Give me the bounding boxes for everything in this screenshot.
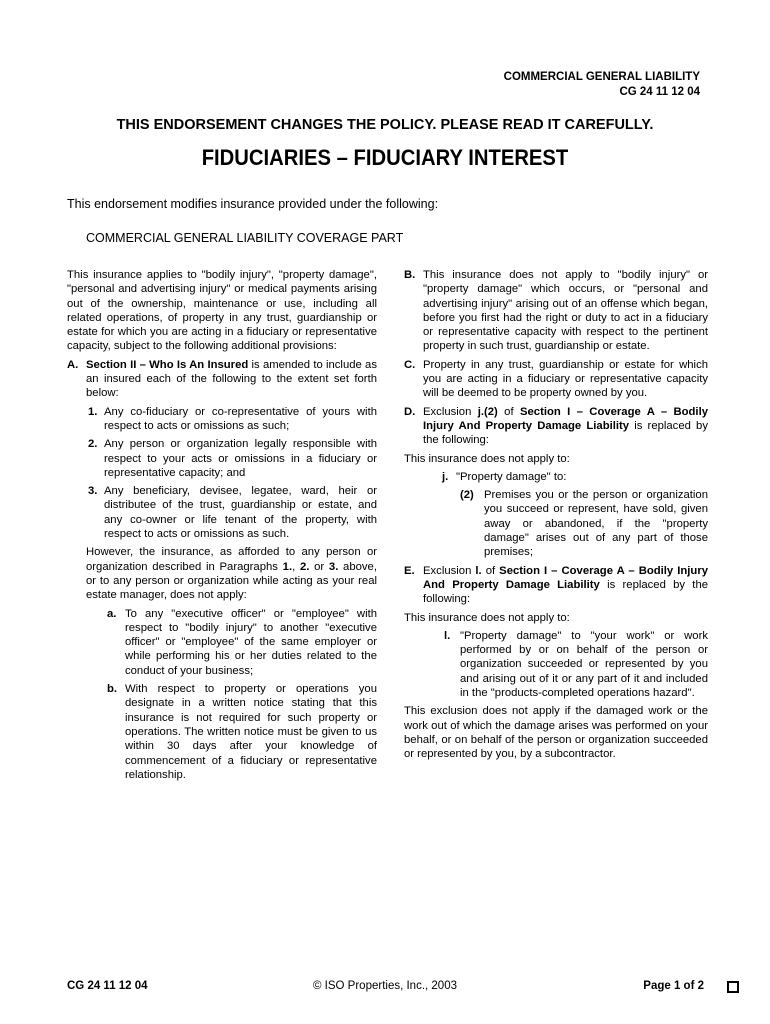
section-e-text: of xyxy=(481,564,500,577)
section-b-text: This insurance does not apply to "bodily injury" or "property damage" which occurs, or "personal and advertising injury" arising out of an offense which began, before you first had the right or duty to act in a fiduciary or representative capacity with respect to the pertinent property in such trust, guardianship or estate. xyxy=(423,269,708,353)
list-item-text: Any person or organization legally responsible with respect to your acts or omissions in a fiduciary or representative capacity; and xyxy=(104,438,377,479)
section-c xyxy=(404,358,708,401)
form-number: CG 24 11 12 04 xyxy=(619,86,700,98)
list-item-text: Any co-fiduciary or co-representative of yours with respect to acts or omissions as such; xyxy=(104,405,377,432)
exclusion-j-2-label: (2) xyxy=(460,489,474,502)
section-e-text: is replaced by the following: xyxy=(423,578,709,606)
opening-paragraph: This insurance applies to "bodily injury", "property damage", "personal and advertising injury" or medical payments arising out of the ownership, maintenance or use, including all related operations, of property in any trust, guardianship or estate for which you are acting in a fiduciary or representative capacity, subject to the following additional provisions: xyxy=(67,269,377,353)
section-e-heading: Section I – Coverage A – Bodily Injury And Property Damage Liability xyxy=(423,564,708,591)
page-title: FIDUCIARIES – FIDUCIARY INTEREST xyxy=(201,145,569,170)
section-d-lead: This insurance does not apply to: xyxy=(404,452,570,465)
separator: or xyxy=(309,560,329,573)
however-text: above, or to any person or organization while acting as your real estate manager, does not apply: xyxy=(86,560,377,602)
footer-page-number: Page 1 of 2 xyxy=(643,980,704,992)
list-item-text: Any beneficiary, devisee, legatee, ward, heir or distributee of the trust, guardianship or estate, and any co-owner or life tenant of the property, with respect to acts or omissions as such. xyxy=(104,485,377,541)
footer-form-number: CG 24 11 12 04 xyxy=(67,980,148,992)
sub-list-item xyxy=(105,682,377,782)
exclusion-j-label: j. xyxy=(442,470,449,483)
sub-list-item-label: a. xyxy=(107,607,117,620)
section-d-text: is replaced by the following: xyxy=(423,419,708,447)
coverage-part: COMMERCIAL GENERAL LIABILITY COVERAGE PART xyxy=(86,231,404,245)
exclusion-j-2 xyxy=(460,488,708,559)
form-line: COMMERCIAL GENERAL LIABILITY xyxy=(503,71,700,83)
section-e-lead: This insurance does not apply to: xyxy=(404,611,570,624)
list-item-label: 3. xyxy=(88,485,98,498)
endorsement-banner: THIS ENDORSEMENT CHANGES THE POLICY. PLEASE READ IT CAREFULLY. xyxy=(116,117,654,133)
exclusion-j-2-text: Premises you or the person or organization you succeed or represent, have sold, given away or abandoned, if the "property damage" arises out of any part of those premises; xyxy=(484,489,708,559)
section-a-text: is amended to include as an insured each of the following to the extent set forth below: xyxy=(86,358,377,400)
section-c-text: Property in any trust, guardianship or estate for which you are acting in a fiduciary or representative capacity will be deemed to be property owned by you. xyxy=(423,358,708,400)
form-header xyxy=(504,70,700,100)
left-column xyxy=(67,268,377,786)
section-d-text: Exclusion xyxy=(423,405,478,418)
sub-list-item-text: To any "executive officer" or "employee" with respect to "bodily injury" to another "executive officer" or "employee" of the same employer or while performing his or her duties related to the conduct of your business; xyxy=(125,607,377,677)
list-item-label: 1. xyxy=(88,405,98,418)
section-c-label: C. xyxy=(404,358,416,371)
section-d xyxy=(404,405,708,448)
square-icon xyxy=(727,981,739,993)
exclusion-note: This exclusion does not apply if the damaged work or the work out of which the damage arises was performed on your behalf, or on behalf of the person or organization succeeded or represented by you, by a subcontractor. xyxy=(404,705,708,761)
however-text: However, the insurance, as afforded to any person or organization described in Paragraphs xyxy=(86,546,377,573)
section-a-heading: Section II – Who Is An Insured xyxy=(86,358,249,371)
section-a-label: A. xyxy=(67,358,79,371)
exclusion-ref: l. xyxy=(475,564,482,577)
right-column xyxy=(404,268,708,766)
sub-list-item xyxy=(105,607,377,678)
however-paragraph xyxy=(86,545,377,602)
paragraph-ref: 3. xyxy=(328,560,339,573)
exclusion-l xyxy=(442,629,708,700)
sub-list-item-text: With respect to property or operations you designate in a written notice stating that this insurance is not required for such property or operations. The written notice must be given to us within 30 days after your knowledge of commencement of a fiduciary or representative relationship. xyxy=(125,683,377,781)
paragraph-ref: 2. xyxy=(299,560,310,573)
footer-copyright: © ISO Properties, Inc., 2003 xyxy=(313,980,457,992)
section-e-text: Exclusion xyxy=(423,564,476,577)
paragraph-ref: 1. xyxy=(282,560,293,573)
section-d-text: of xyxy=(497,405,520,418)
exclusion-ref: j.(2) xyxy=(477,405,498,418)
list-item-label: 2. xyxy=(88,438,98,451)
list-item xyxy=(86,437,377,480)
list-item xyxy=(86,405,377,434)
section-e-label: E. xyxy=(404,564,415,577)
section-a xyxy=(67,358,377,401)
exclusion-j-text: "Property damage" to: xyxy=(456,470,567,483)
section-d-label: D. xyxy=(404,405,416,418)
section-b-label: B. xyxy=(404,269,416,281)
sub-list-item-label: b. xyxy=(107,683,118,696)
list-item xyxy=(86,484,377,541)
section-d-heading: Section I – Coverage A – Bodily Injury And Property Damage Liability xyxy=(423,405,708,432)
exclusion-l-label: l. xyxy=(444,629,451,642)
section-b xyxy=(404,268,708,354)
section-e xyxy=(404,564,708,607)
intro-text: This endorsement modifies insurance provided under the following: xyxy=(67,197,439,211)
separator: , xyxy=(292,560,300,573)
exclusion-l-text: "Property damage" to "your work" or work performed by or on behalf of the person or organization succeeded or represented by you and arising out of it or any part of it and included in the "products-completed operations hazard". xyxy=(460,629,708,700)
exclusion-j xyxy=(442,470,708,484)
